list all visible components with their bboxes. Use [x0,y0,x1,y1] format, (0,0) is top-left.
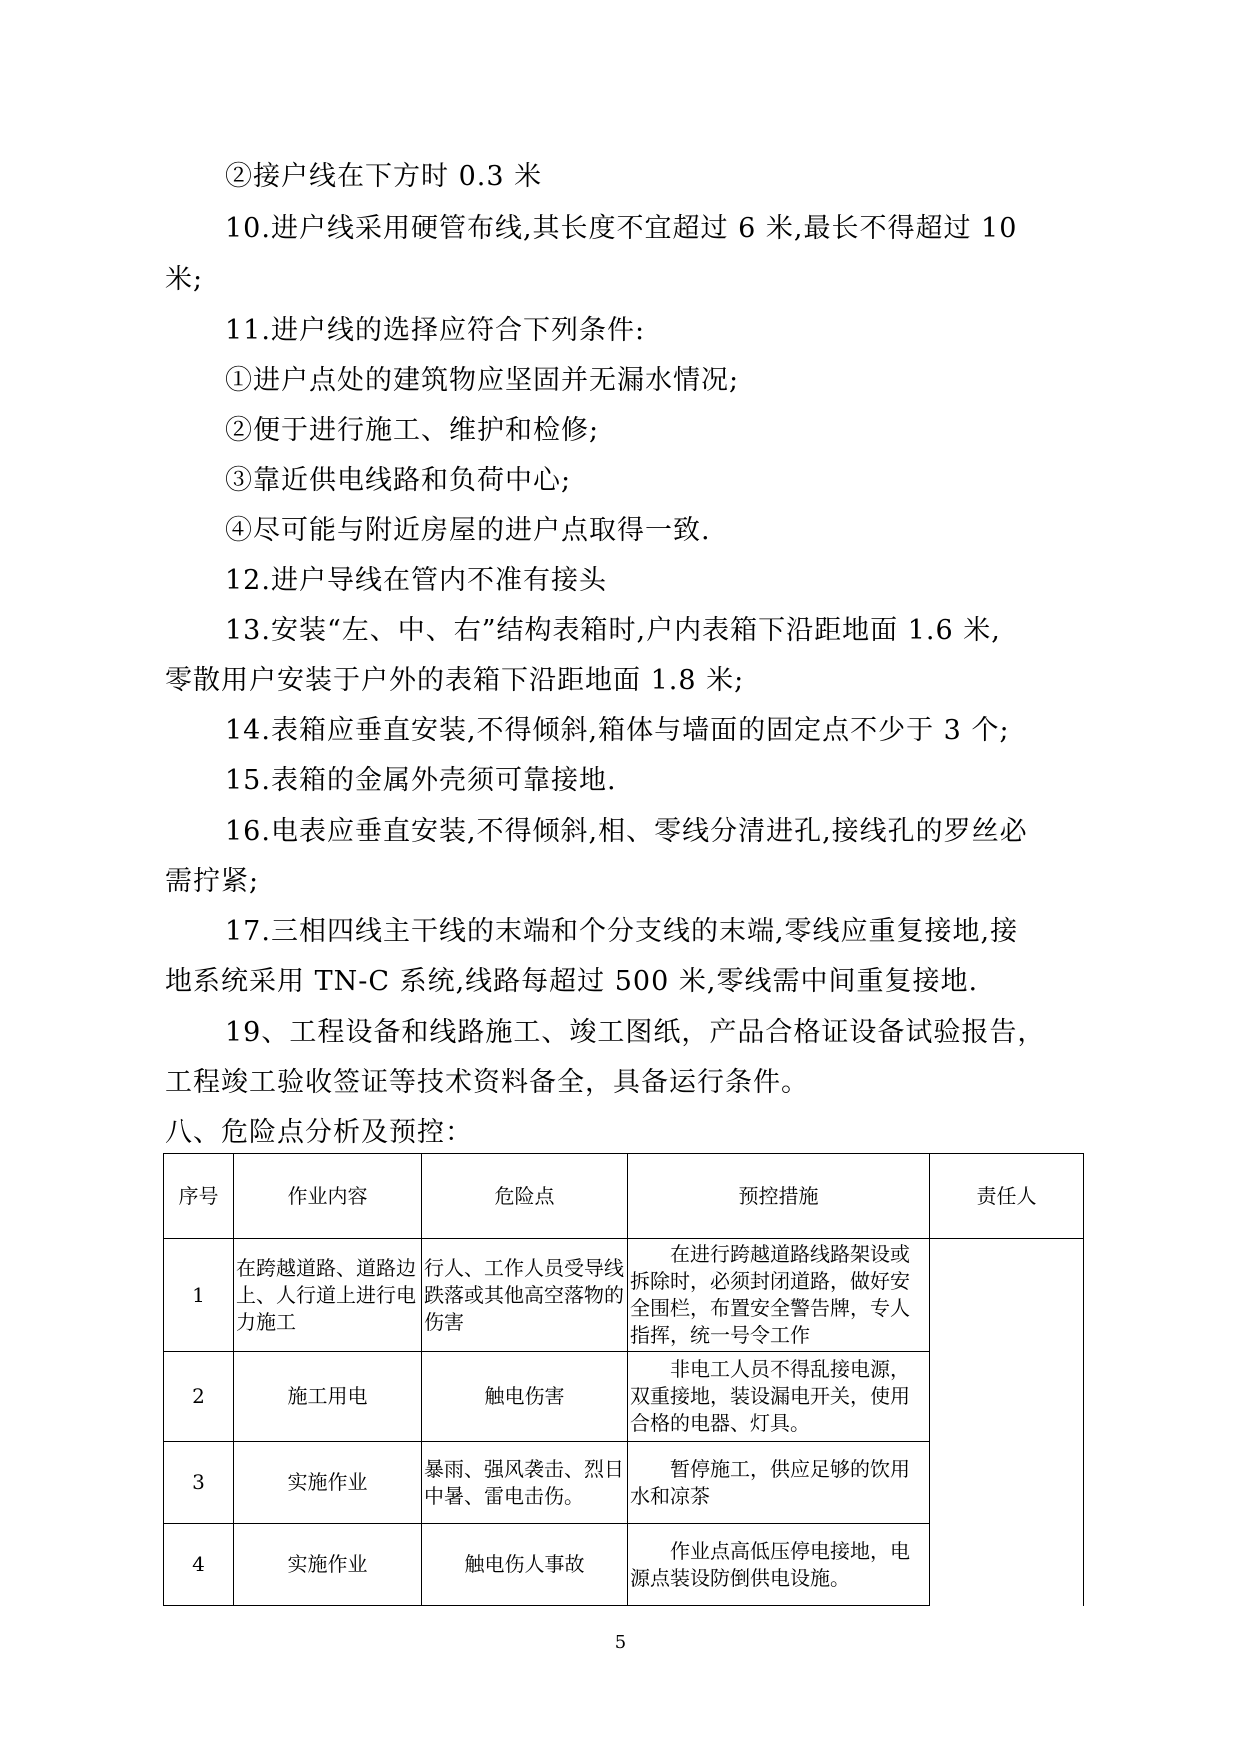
page-number: 5 [614,1632,627,1653]
text-line: ②接户线在下方时 0.3 米 [225,161,543,192]
table-row [164,1239,1084,1352]
text-line: ①进户点处的建筑物应坚固并无漏水情况; [225,365,740,396]
header-cell: 作业内容 [234,1154,422,1239]
text-line: 14.表箱应垂直安装,不得倾斜,箱体与墙面的固定点不少于 3 个; [225,715,1010,746]
text-line: ③靠近供电线路和负荷中心; [225,465,572,496]
section-heading: 八、危险点分析及预控： [165,1117,473,1148]
text-line: 13.安装“左、中、右”结构表箱时,户内表箱下沿距地面 1.6 米, [225,615,1001,646]
risk-table [163,1153,1084,1606]
control-measure: 暂停施工，供应足够的饮用水和凉茶 [628,1442,930,1524]
work-content: 在跨越道路、道路边上、人行道上进行电力施工 [234,1239,422,1352]
control-measure: 在进行跨越道路线路架设或拆除时，必须封闭道路，做好安全围栏，布置安全警告牌，专人指挥，统一号令工作 [628,1239,930,1352]
text-line: 需拧紧; [165,866,260,897]
text-line: ②便于进行施工、维护和检修; [225,415,600,446]
work-content: 实施作业 [234,1442,422,1524]
text-line: 工程竣工验收签证等技术资料备全，具备运行条件。 [165,1067,809,1098]
text-line: 15.表箱的金属外壳须可靠接地. [225,765,617,796]
row-number: 4 [164,1524,234,1606]
work-content: 实施作业 [234,1524,422,1606]
header-cell: 预控措施 [628,1154,930,1239]
work-content: 施工用电 [234,1352,422,1442]
text-line: 地系统采用 TN-C 系统,线路每超过 500 米,零线需中间重复接地. [165,966,979,997]
text-line: 11.进户线的选择应符合下列条件: [225,315,646,346]
header-cell: 危险点 [422,1154,628,1239]
text-line: 12.进户导线在管内不准有接头 [225,565,607,596]
text-line: 米; [165,264,204,295]
text-line: 10.进户线采用硬管布线,其长度不宜超过 6 米,最长不得超过 10 [225,213,1018,244]
hazard: 行人、工作人员受导线跌落或其他高空落物的伤害 [422,1239,628,1352]
text-line: 16.电表应垂直安装,不得倾斜,相、零线分清进孔,接线孔的罗丝必 [225,816,1028,847]
header-cell: 责任人 [930,1154,1084,1239]
responsible-person [930,1239,1084,1606]
text-line: ④尽可能与附近房屋的进户点取得一致. [225,515,711,546]
control-measure: 作业点高低压停电接地，电源点装设防倒供电设施。 [628,1524,930,1606]
header-cell: 序号 [164,1154,234,1239]
hazard: 暴雨、强风袭击、烈日中暑、雷电击伤。 [422,1442,628,1524]
text-line: 17.三相四线主干线的末端和个分支线的末端,零线应重复接地,接 [225,916,1019,947]
text-line: 19、工程设备和线路施工、竣工图纸，产品合格证设备试验报告， [225,1017,1046,1048]
hazard: 触电伤害 [422,1352,628,1442]
control-measure: 非电工人员不得乱接电源，双重接地，装设漏电开关，使用合格的电器、灯具。 [628,1352,930,1442]
hazard: 触电伤人事故 [422,1524,628,1606]
row-number: 2 [164,1352,234,1442]
row-number: 1 [164,1239,234,1352]
table-header-row [164,1154,1084,1239]
row-number: 3 [164,1442,234,1524]
text-line: 零散用户安装于户外的表箱下沿距地面 1.8 米; [165,665,745,696]
